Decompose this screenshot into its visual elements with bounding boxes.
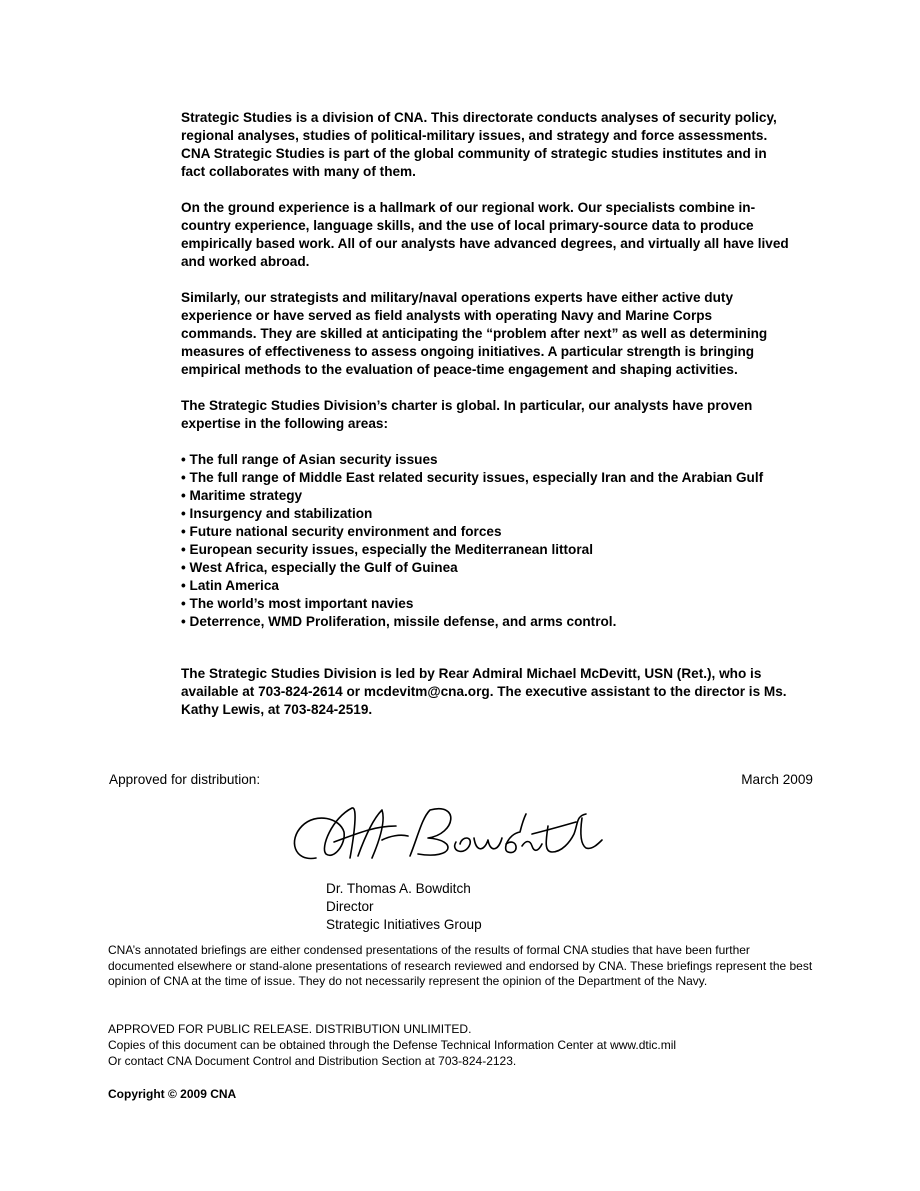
expertise-list (181, 451, 791, 631)
list-item: • Latin America (181, 577, 791, 595)
experience-paragraph: On the ground experience is a hallmark of our regional work. Our specialists combine in-country experience, language skills, and the use of local primary-source data to produce empirically based work. All of our analysts have advanced degrees, and virtually all have lived and worked abroad. (181, 200, 789, 269)
list-item: • Insurgency and stabilization (181, 505, 791, 523)
list-item: • The full range of Middle East related security issues, especially Iran and the Arabian Gulf (181, 469, 791, 487)
leadership-paragraph: The Strategic Studies Division is led by Rear Admiral Michael McDevitt, USN (Ret.), who is available at 703-824-2614 or mcdevitm@cna.org. The executive assistant to the director is Ms. Kathy Lewis, at 703-824-2519. (181, 666, 787, 717)
signer-name: Dr. Thomas A. Bowditch (326, 881, 471, 896)
release-block (108, 1021, 814, 1069)
signature-image (286, 796, 606, 876)
approval-line (109, 771, 813, 789)
disclaimer (108, 943, 814, 990)
list-item: • Maritime strategy (181, 487, 791, 505)
copyright: Copyright © 2009 CNA (108, 1087, 237, 1101)
strategists-paragraph: Similarly, our strategists and military/naval operations experts have either active duty experience or have served as field analysts with operating Navy and Marine Corps commands. They are skilled at anticipating the “problem after next” as well as determining measures of effectiveness to assess ongoing initiatives. A particular strength is bringing empirical methods to the evaluation of peace-time engagement and shaping activities. (181, 290, 768, 377)
disclaimer-text: CNA’s annotated briefings are either condensed presentations of the results of formal CNA studies that have been further documented elsewhere or stand-alone presentations of research reviewed and endorsed by CNA. These briefings represent the best opinion of CNA at the time of issue. They do not necessarily represent the opinion of the Department of the Navy. (108, 943, 813, 988)
approval-date: March 2009 (741, 772, 813, 787)
copies-text: Copies of this document can be obtained through the Defense Technical Information Center at www.dtic.mil (108, 1038, 677, 1052)
charter-paragraph: The Strategic Studies Division’s charter is global. In particular, our analysts have proven expertise in the following areas: (181, 398, 753, 431)
list-item: • The full range of Asian security issues (181, 451, 791, 469)
list-item: • The world’s most important navies (181, 595, 791, 613)
list-item: • Future national security environment and forces (181, 523, 791, 541)
signer-block (326, 880, 482, 934)
release-statement: APPROVED FOR PUBLIC RELEASE. DISTRIBUTION UNLIMITED. (108, 1022, 472, 1036)
intro-paragraph: Strategic Studies is a division of CNA. This directorate conducts analyses of security policy, regional analyses, studies of political-military issues, and strategy and force assessments. CNA Strategic Studies is part of the global community of strategic studies institutes and in fact collaborates with many of them. (181, 110, 777, 179)
approval-label: Approved for distribution: (109, 772, 261, 787)
signer-title: Director (326, 899, 374, 914)
list-item: • Deterrence, WMD Proliferation, missile defense, and arms control. (181, 613, 791, 631)
signer-group: Strategic Initiatives Group (326, 917, 482, 932)
main-content (181, 109, 791, 737)
list-item: • West Africa, especially the Gulf of Guinea (181, 559, 791, 577)
contact-text: Or contact CNA Document Control and Distribution Section at 703-824-2123. (108, 1054, 517, 1068)
list-item: • European security issues, especially the Mediterranean littoral (181, 541, 791, 559)
